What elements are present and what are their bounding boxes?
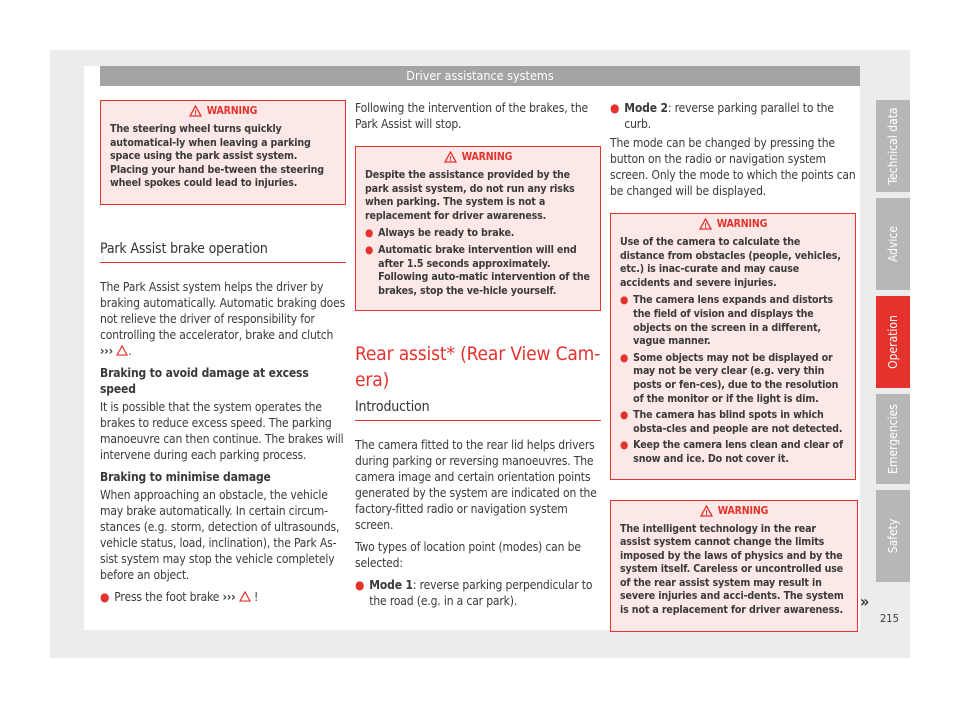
- tab-label: Technical data: [886, 107, 900, 185]
- warning-bullet: ● The camera has blind spots in which obsta-cles and people are not detected.: [620, 409, 846, 436]
- warning-label: WARNING: [716, 218, 768, 230]
- tab-technical-data[interactable]: [876, 100, 910, 192]
- running-header: Driver assistance systems: [100, 66, 860, 86]
- mode-text: : reverse parking perpendicular to the road (e.g. in a car park).: [369, 578, 593, 609]
- warning-triangle-icon: [189, 105, 202, 117]
- continue-mark: »: [860, 592, 870, 611]
- warning-triangle-icon: [699, 218, 712, 230]
- subheading: Braking to minimise damage: [100, 469, 271, 484]
- warning-triangle-icon: [444, 151, 457, 163]
- warning-bullet-text: Some objects may not be displayed or may not be very clear (e.g. very thin posts or fen-ces), due to the resolution of the monitor or if the light is dim.: [633, 351, 839, 405]
- warning-triangle-icon: [239, 591, 251, 602]
- warning-text: The steering wheel turns quickly automatical-ly when leaving a parking space using the park assist system. Placing your hand be-tween the steering wheel spokes could lead to injuries.: [110, 123, 324, 190]
- warning-bullet: ● Automatic brake intervention will end after 1.5 seconds approximately. Following auto-matic intervention of the brakes, stop the ve-hicle yourself.: [365, 243, 590, 297]
- svg-text:!: !: [193, 109, 197, 117]
- warning-label: WARNING: [717, 504, 769, 517]
- warning-bullet: ● Some objects may not be displayed or may not be very clear (e.g. very thin posts or fen-ces), due to the resolution of the monitor or if the light is dim.: [620, 352, 846, 406]
- bullet-item: ● Press the foot brake ››› !: [100, 589, 259, 604]
- column-1: [100, 100, 346, 608]
- cross-reference-arrows[interactable]: ›››: [222, 589, 236, 604]
- paragraph: It is possible that the system operates the brakes to reduce excess speed. The parking manoeuvre can then continue. The brakes will intervene during each parking process.: [100, 399, 344, 462]
- column-2: [355, 100, 601, 612]
- paragraph: When approaching an obstacle, the vehicle may brake automatically. In certain circum-stances (e.g. storm, detection of ultrasounds, vehicle status, load, inclination), the Park As-sist system may stop the vehicle completely before an object.: [100, 487, 340, 582]
- warning-text: Despite the assistance provided by the park assist system, do not run any risks when parking. The system is not a replacement for driver awareness.: [365, 169, 575, 222]
- warning-bullet-text: Automatic brake intervention will end after 1.5 seconds approximately. Following auto-matic intervention of the brakes, stop the ve-hicle yourself.: [378, 243, 590, 297]
- warning-bullet-text: Always be ready to brake.: [378, 227, 515, 240]
- svg-text:!: !: [448, 155, 452, 163]
- warning-label: WARNING: [206, 105, 258, 117]
- warning-triangle-icon: [116, 345, 128, 356]
- paragraph: The mode can be changed by pressing the button on the radio or navigation system screen. Only the mode to which the points can be changed will be displayed.: [610, 136, 856, 198]
- warning-label: WARNING: [461, 151, 513, 163]
- warning-header: [101, 101, 345, 121]
- subheading: Braking to avoid damage at excess speed: [100, 365, 309, 396]
- warning-bullet-text: The camera has blind spots in which obsta-cles and people are not detected.: [633, 409, 843, 435]
- paragraph-text: The Park Assist system helps the driver by braking automatically. Automatic braking does not relieve the driver of responsibility for controlling the accelerator, brake and clutch: [100, 279, 346, 342]
- tab-label: Advice: [886, 226, 900, 262]
- section-title: Introduction: [355, 399, 601, 421]
- tab-operation[interactable]: [876, 296, 910, 388]
- warning-box: [610, 213, 856, 480]
- svg-text:!: !: [703, 222, 707, 230]
- bullet-item: ● Mode 2: reverse parking parallel to the curb.: [610, 101, 834, 131]
- bullet-item: ● Mode 1: reverse parking perpendicular to the road (e.g. in a car park).: [355, 578, 593, 609]
- tab-label: Emergencies: [886, 404, 900, 474]
- column-3: [610, 100, 856, 646]
- mode-label: Mode 2: [624, 101, 668, 115]
- cross-reference-arrows[interactable]: ›››: [100, 343, 113, 358]
- page-number: 215: [880, 612, 899, 625]
- warning-bullet-text: Keep the camera lens clean and clear of snow and ice. Do not cover it.: [633, 439, 843, 465]
- warning-bullet-text: The camera lens expands and distorts the field of vision and displays the objects on the screen in a different, vague manner.: [633, 294, 833, 348]
- warning-header: [611, 501, 857, 521]
- warning-text: The intelligent technology in the rear assist system cannot change the limits imposed by the laws of physics and by the system itself. Careless or uncontrolled use of the rear assist system may result in severe injuries and acci-dents. The system is not a replacement for driver awareness.: [620, 522, 844, 617]
- bullet-dot: ●: [100, 589, 110, 604]
- svg-text:!: !: [704, 508, 708, 517]
- warning-bullet: ● Keep the camera lens clean and clear of snow and ice. Do not cover it.: [620, 439, 846, 466]
- warning-header: [611, 214, 855, 234]
- warning-box: [100, 100, 346, 205]
- warning-triangle-icon: [700, 505, 713, 517]
- warning-box: [610, 500, 858, 632]
- warning-box: [355, 146, 601, 311]
- tab-label: Operation: [886, 315, 900, 369]
- mode-label: Mode 1: [369, 578, 413, 593]
- paragraph: Following the intervention of the brakes, the Park Assist will stop.: [355, 101, 589, 131]
- chapter-title: Rear assist* (Rear View Cam-era): [355, 343, 601, 392]
- tab-safety[interactable]: [876, 490, 910, 582]
- paragraph: The camera fitted to the rear lid helps drivers during parking or reversing manoeuvres. The camera image and certain orientation points generated by the system are indicated on the factory-fitted radio or navigation system screen.: [355, 438, 597, 533]
- bullet-text: Press the foot brake: [114, 589, 220, 604]
- warning-bullet: ● The camera lens expands and distorts the field of vision and displays the objects on the screen in a different, vague manner.: [620, 294, 846, 348]
- warning-bullet: ● Always be ready to brake.: [365, 227, 515, 240]
- tab-advice[interactable]: [876, 198, 910, 290]
- tab-label: Safety: [886, 518, 900, 554]
- paragraph: Two types of location point (modes) can be selected:: [355, 540, 581, 571]
- tab-emergencies[interactable]: [876, 394, 910, 484]
- mode-text: : reverse parking parallel to the curb.: [624, 101, 834, 131]
- warning-header: [356, 147, 600, 167]
- section-title: Park Assist brake operation: [100, 219, 346, 263]
- warning-text: Use of the camera to calculate the distance from obstacles (people, vehicles, etc.) is inac-curate and may cause accidents and severe injuries.: [620, 236, 841, 289]
- paragraph: The Park Assist system helps the driver by braking automatically. Automatic braking does not relieve the driver of responsibility for controlling the accelerator, brake and clutch ››› .: [100, 279, 346, 358]
